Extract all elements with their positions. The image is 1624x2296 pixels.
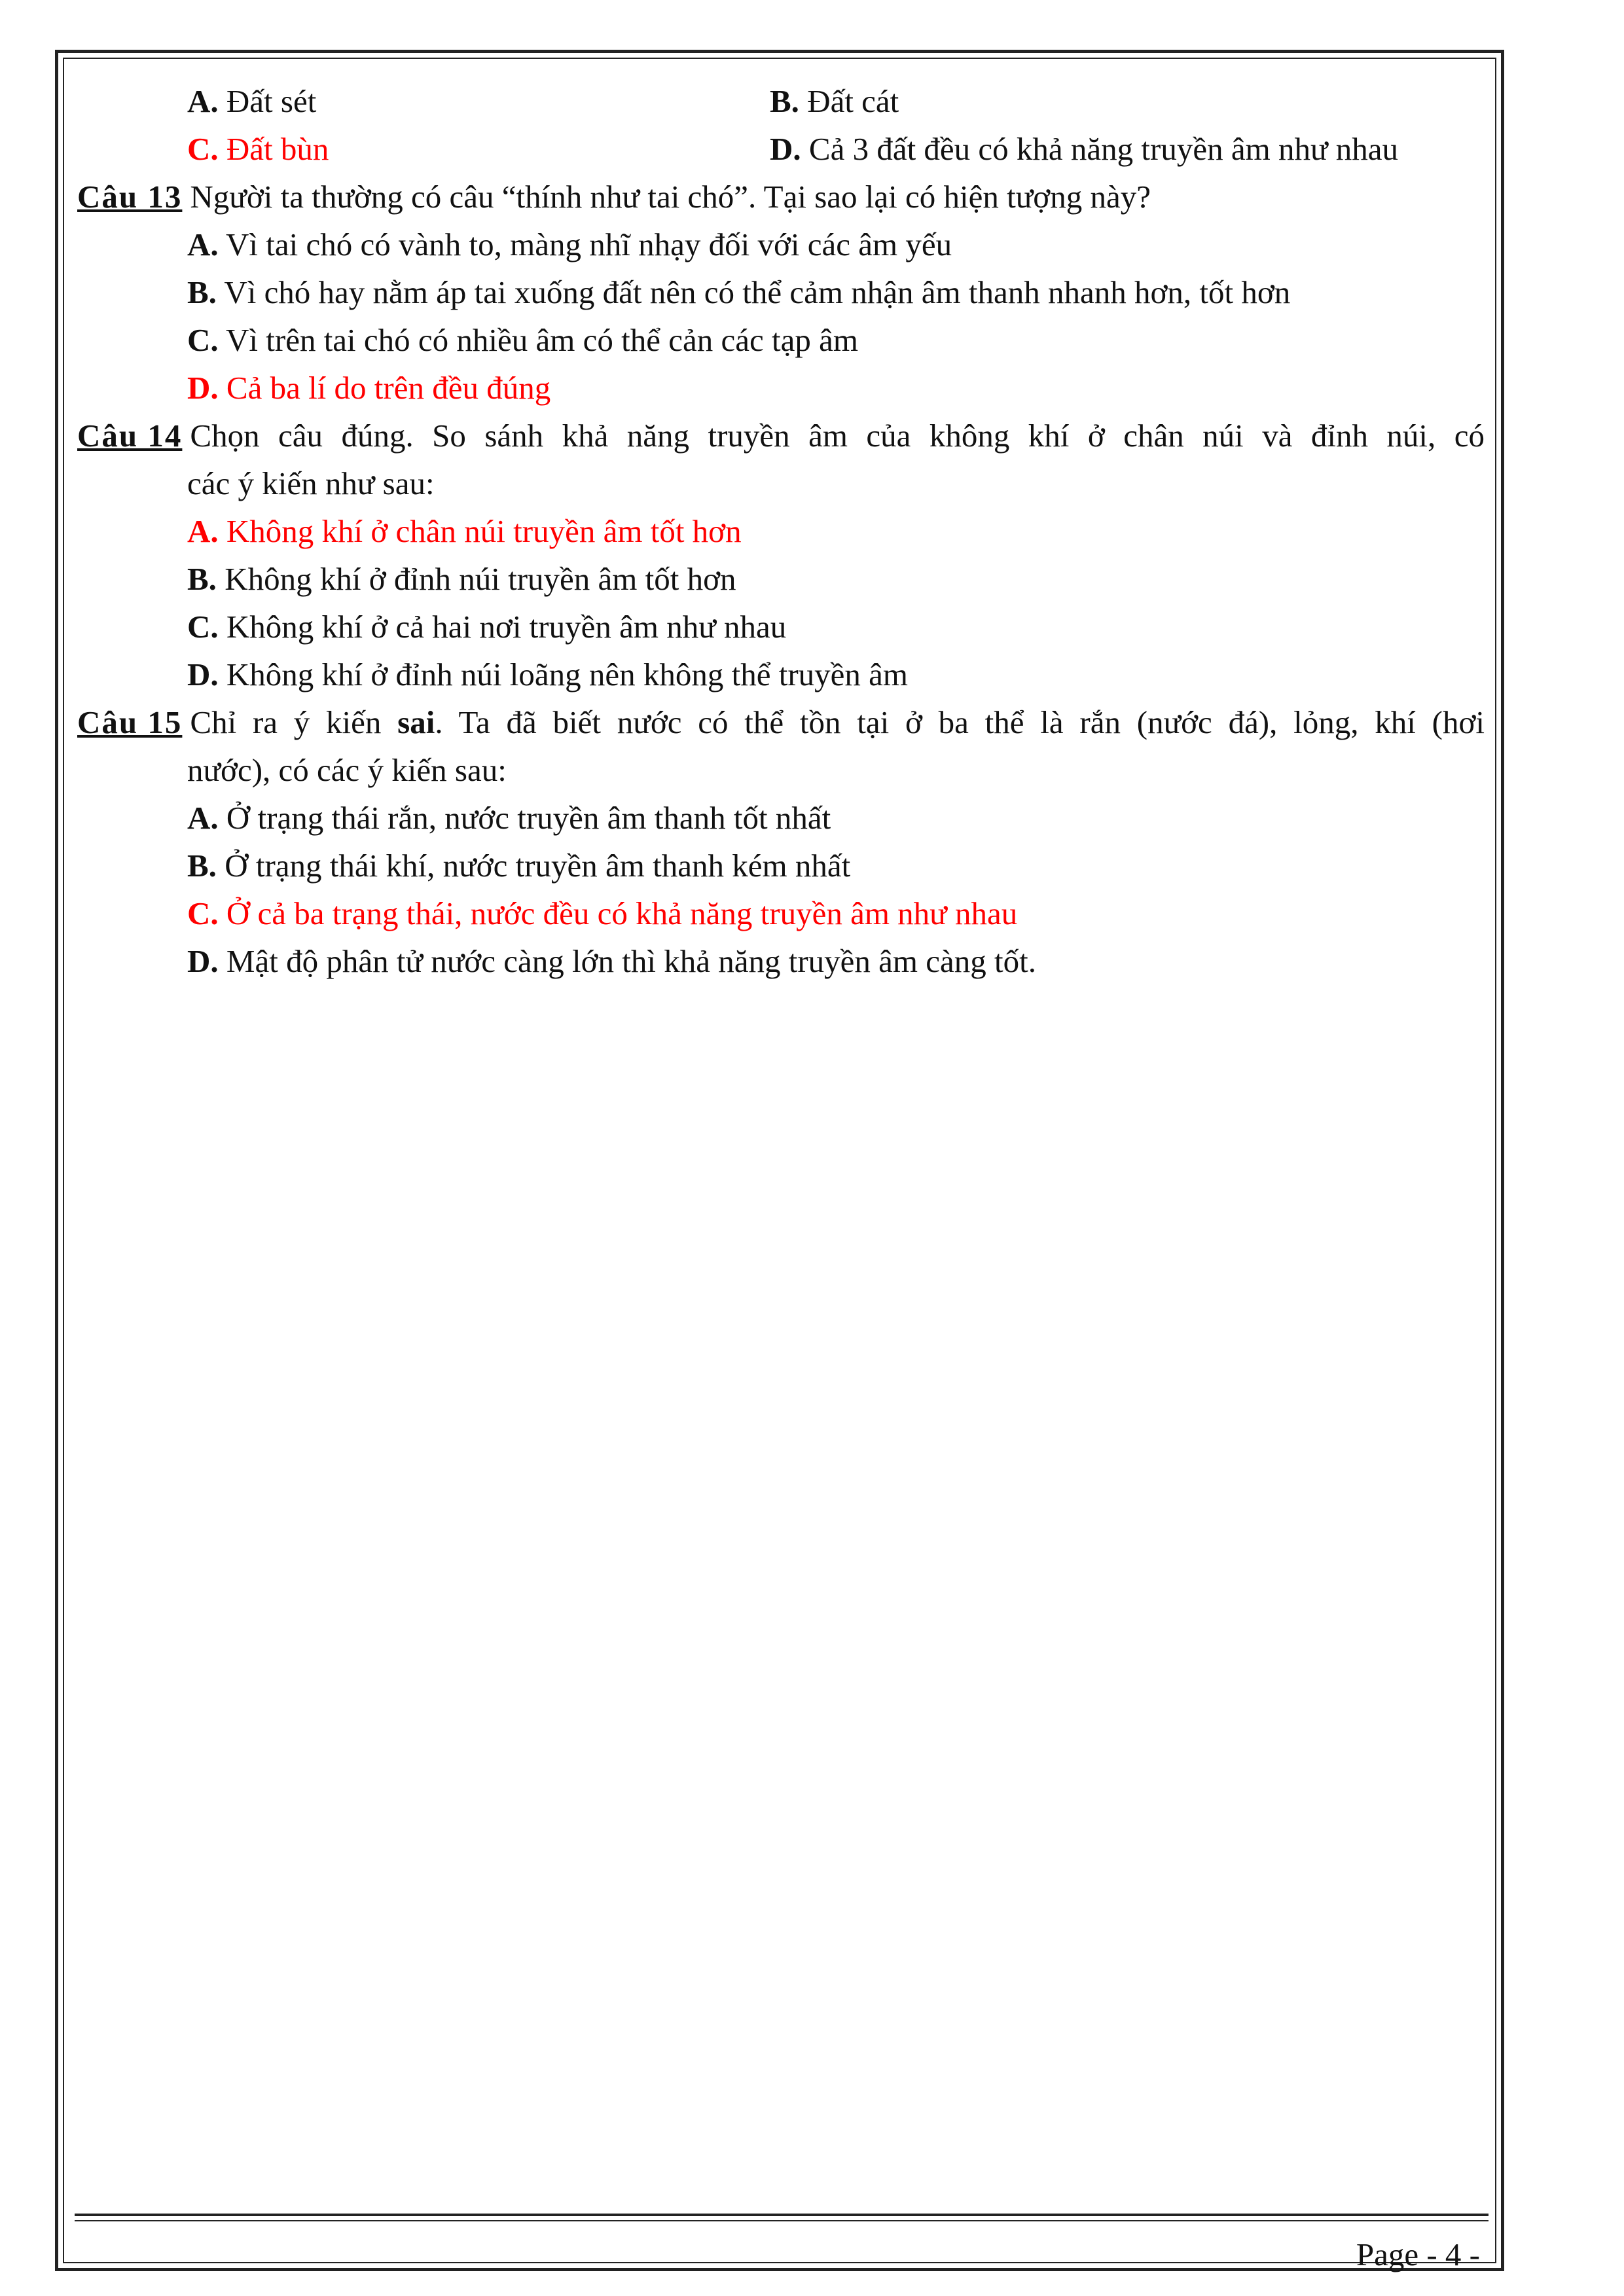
- q13-option-d-correct: D. Cả ba lí do trên đều đúng: [187, 370, 551, 406]
- q14-option-d: D. Không khí ở đỉnh núi loãng nên không thể truyền âm: [187, 656, 909, 692]
- q15-text-line-2: nước), có các ý kiến sau:: [187, 752, 507, 788]
- q15-option-d: D. Mật độ phân tử nước càng lớn thì khả năng truyền âm càng tốt.: [187, 943, 1036, 979]
- q15-option-b: B. Ở trạng thái khí, nước truyền âm thanh kém nhất: [187, 848, 851, 884]
- q14-text-line-2: các ý kiến như sau:: [187, 465, 435, 501]
- q15-label: Câu 15: [77, 704, 183, 740]
- q12-options-row-1: [77, 77, 1485, 125]
- q13-option-a: A. Vì tai chó có vành to, màng nhĩ nhạy đối với các âm yếu: [187, 226, 952, 262]
- footer-rule-thin: [75, 2220, 1489, 2221]
- document-body: [77, 77, 1485, 985]
- page-number: Page - 4 -: [1356, 2236, 1480, 2272]
- q15-keyword: sai: [397, 704, 435, 740]
- q15-option-a: A. Ở trạng thái rắn, nước truyền âm thanh tốt nhất: [187, 800, 831, 836]
- q13-option-c: C. Vì trên tai chó có nhiều âm có thể cản các tạp âm: [187, 322, 858, 358]
- q15-stem-continued: [77, 746, 1485, 794]
- q12-option-c-correct: C. Đất bùn: [187, 131, 329, 167]
- q14-option-b: B. Không khí ở đỉnh núi truyền âm tốt hơn: [187, 561, 736, 597]
- q12-options-row-2: [77, 125, 1485, 173]
- q15-option-c-correct: C. Ở cả ba trạng thái, nước đều có khả năng truyền âm như nhau: [187, 895, 1018, 931]
- q14-label: Câu 14: [77, 418, 183, 454]
- q14-text-line-1: Chọn câu đúng. So sánh khả năng truyền âm của không khí ở chân núi và đỉnh núi, có: [190, 418, 1485, 454]
- q14-stem-continued: [77, 459, 1485, 507]
- q14-option-c: C. Không khí ở cả hai nơi truyền âm như nhau: [187, 609, 787, 645]
- q14-stem: [77, 412, 1485, 459]
- q12-option-a: A. Đất sét: [187, 83, 317, 119]
- footer-rule-thick: [75, 2214, 1489, 2216]
- q12-option-b: B. Đất cát: [770, 83, 899, 119]
- q13-stem: [77, 173, 1485, 221]
- q14-option-a-correct: A. Không khí ở chân núi truyền âm tốt hơn: [187, 513, 742, 549]
- q13-label: Câu 13: [77, 179, 183, 215]
- q15-stem: Câu 15 Chỉ ra ý kiến sai. Ta đã biết nước có thể tồn tại ở ba thể là rắn (nước đá), lỏng, khí (hơi: [77, 698, 1485, 746]
- q13-option-b: B. Vì chó hay nằm áp tai xuống đất nên có thể cảm nhận âm thanh nhanh hơn, tốt hơn: [187, 274, 1291, 310]
- q12-option-d: D. Cả 3 đất đều có khả năng truyền âm như nhau: [770, 131, 1399, 167]
- q13-text: Người ta thường có câu “thính như tai chó”. Tại sao lại có hiện tượng này?: [190, 179, 1151, 215]
